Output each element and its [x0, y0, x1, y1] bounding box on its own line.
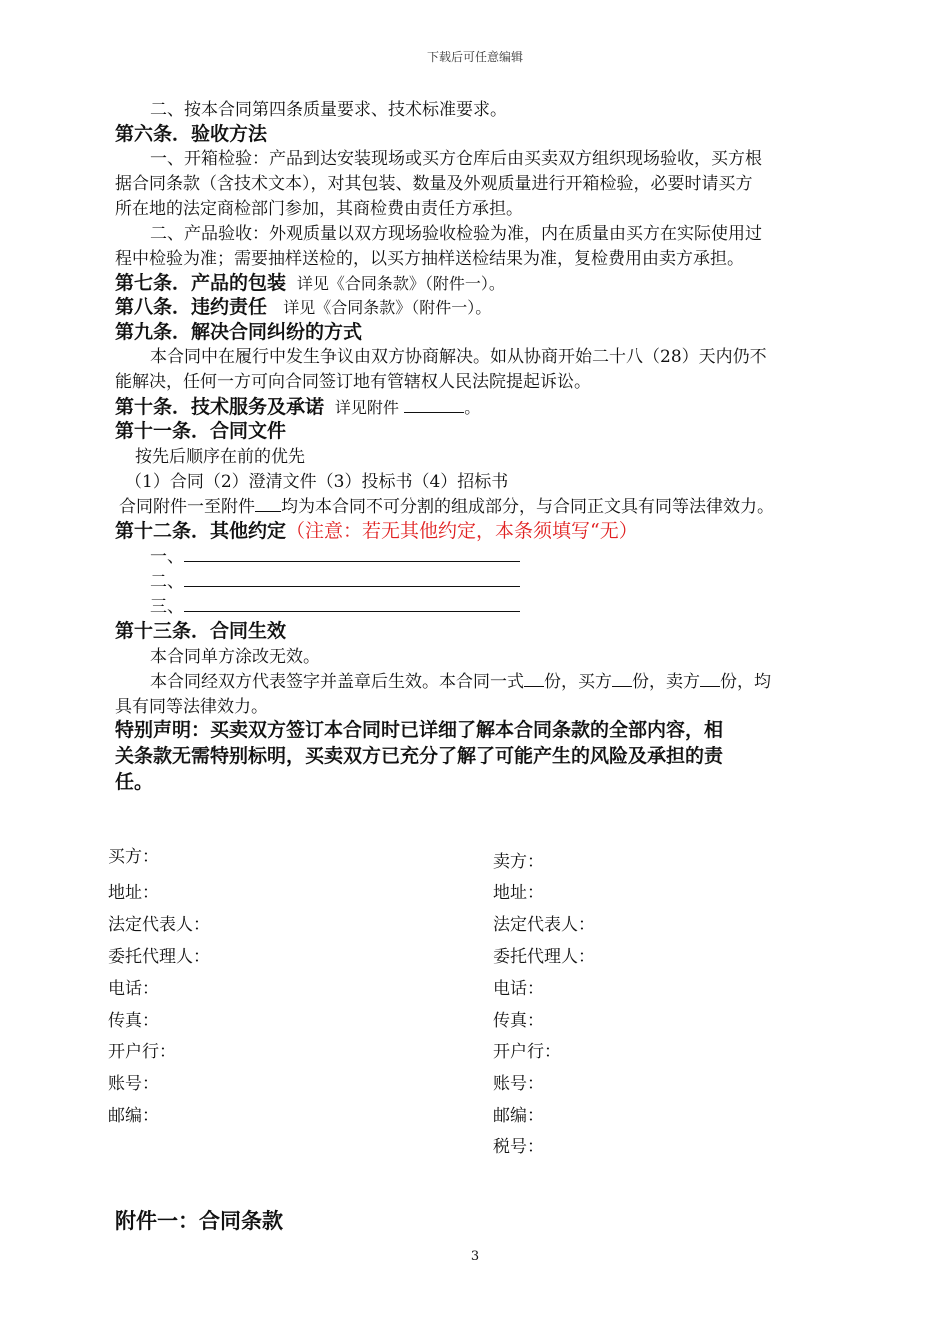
clause-text-part: 合同附件一至附件 [119, 497, 255, 517]
page-header-note: 下载后可任意编辑 [426, 50, 523, 64]
clause-text: 一、开箱检验：产品到达安装现场或买方仓库后由买卖双方组织现场验收，买方根 [150, 149, 762, 169]
clause-text: 二、产品验收：外观质量以双方现场验收检验为准，内在质量由买方在实际使用过 [150, 224, 762, 244]
buyer-field: 法定代表人： [108, 915, 210, 935]
blank-line [184, 597, 520, 612]
item-label: 一、 [150, 547, 184, 567]
article-7-title: 第七条．产品的包装 [115, 272, 287, 294]
article-8-text: 详见《合同条款》（附件一）。 [283, 298, 492, 317]
article-8-title: 第八条．违约责任 [115, 296, 268, 318]
article-12 [115, 520, 855, 543]
seller-field: 传真： [493, 1011, 544, 1031]
article-6-title: 第六条．验收方法 [115, 123, 268, 145]
seller-field: 税号： [493, 1137, 544, 1157]
buyer-field: 地址： [108, 883, 159, 903]
clause-text-part: 均为本合同不可分割的组成部分，与合同正文具有同等法律效力。 [281, 497, 774, 517]
article-12-title: 第十二条．其他约定 [115, 520, 287, 542]
seller-field: 委托代理人： [493, 947, 595, 967]
clause-text-part: 本合同经双方代表签字并盖章后生效。本合同一式 [150, 672, 524, 692]
buyer-field: 买方： [108, 847, 159, 867]
special-declaration: 特别声明：买卖双方签订本合同时已详细了解本合同条款的全部内容，相 [115, 719, 724, 741]
article-9-title: 第九条．解决合同纠纷的方式 [115, 321, 363, 343]
article-10-title: 第十条．技术服务及承诺 [115, 396, 325, 418]
clause-text-part: 份，买方 [544, 672, 612, 692]
clause-text [150, 671, 890, 693]
blank-line [700, 672, 720, 687]
buyer-field: 传真： [108, 1011, 159, 1031]
seller-field: 账号： [493, 1074, 544, 1094]
article-10 [115, 396, 855, 419]
clause-text: 能解决，任何一方可向合同签订地有管辖权人民法院提起诉讼。 [115, 372, 591, 392]
buyer-field: 电话： [108, 979, 159, 999]
article-7 [115, 272, 855, 295]
clause-text-part: 份，均 [720, 672, 771, 692]
clause-text-part: 份，卖方 [632, 672, 700, 692]
seller-field: 卖方： [493, 852, 544, 872]
clause-text: 程中检验为准；需要抽样送检的，以买方抽样送检结果为准，复检费用由卖方承担。 [115, 249, 744, 269]
clause-text: 据合同条款（含技术文本），对其包装、数量及外观质量进行开箱检验，必要时请买方 [115, 174, 753, 194]
article-8 [115, 296, 855, 319]
buyer-field: 邮编： [108, 1106, 159, 1126]
clause-text: （1）合同（2）澄清文件（3）投标书（4）招标书 [125, 472, 509, 492]
clause-text: 具有同等法律效力。 [115, 697, 268, 717]
article-13-title: 第十三条．合同生效 [115, 620, 287, 642]
clause-text: 所在地的法定商检部门参加，其商检费由责任方承担。 [115, 199, 523, 219]
blank-item [150, 546, 890, 568]
seller-field: 电话： [493, 979, 544, 999]
buyer-field: 开户行： [108, 1042, 176, 1062]
blank-item [150, 571, 890, 593]
blank-line [524, 672, 544, 687]
blank-line [184, 547, 520, 562]
clause-text [119, 496, 859, 518]
article-10-text: 详见附件 [334, 398, 399, 417]
special-declaration: 任。 [115, 771, 154, 793]
clause-text: 本合同中在履行中发生争议由双方协商解决。如从协商开始二十八（28）天内仍不 [150, 347, 767, 367]
seller-field: 邮编： [493, 1106, 544, 1126]
special-declaration: 关条款无需特别标明，买卖双方已充分了解了可能产生的风险及承担的责 [115, 745, 724, 767]
article-11-title: 第十一条．合同文件 [115, 420, 287, 442]
annex-title: 附件一：合同条款 [115, 1209, 283, 1233]
seller-field: 法定代表人： [493, 915, 595, 935]
blank-line [612, 672, 632, 687]
clause-text: 按先后顺序在前的优先 [135, 447, 305, 467]
item-label: 三、 [150, 597, 184, 617]
blank-line [404, 398, 464, 413]
clause-text: 二、按本合同第四条质量要求、技术标准要求。 [150, 100, 507, 120]
article-7-text: 详见《合同条款》（附件一）。 [296, 274, 505, 293]
page-number: 3 [470, 1249, 480, 1264]
item-label: 二、 [150, 572, 184, 592]
buyer-field: 委托代理人： [108, 947, 210, 967]
blank-line [255, 497, 281, 512]
blank-line [184, 572, 520, 587]
article-10-end: 。 [464, 398, 481, 417]
seller-field: 开户行： [493, 1042, 561, 1062]
blank-item [150, 596, 890, 618]
buyer-field: 账号： [108, 1074, 159, 1094]
clause-text: 本合同单方涂改无效。 [150, 647, 320, 667]
seller-field: 地址： [493, 883, 544, 903]
article-12-note: （注意：若无其他约定，本条须填写“无） [286, 520, 638, 542]
